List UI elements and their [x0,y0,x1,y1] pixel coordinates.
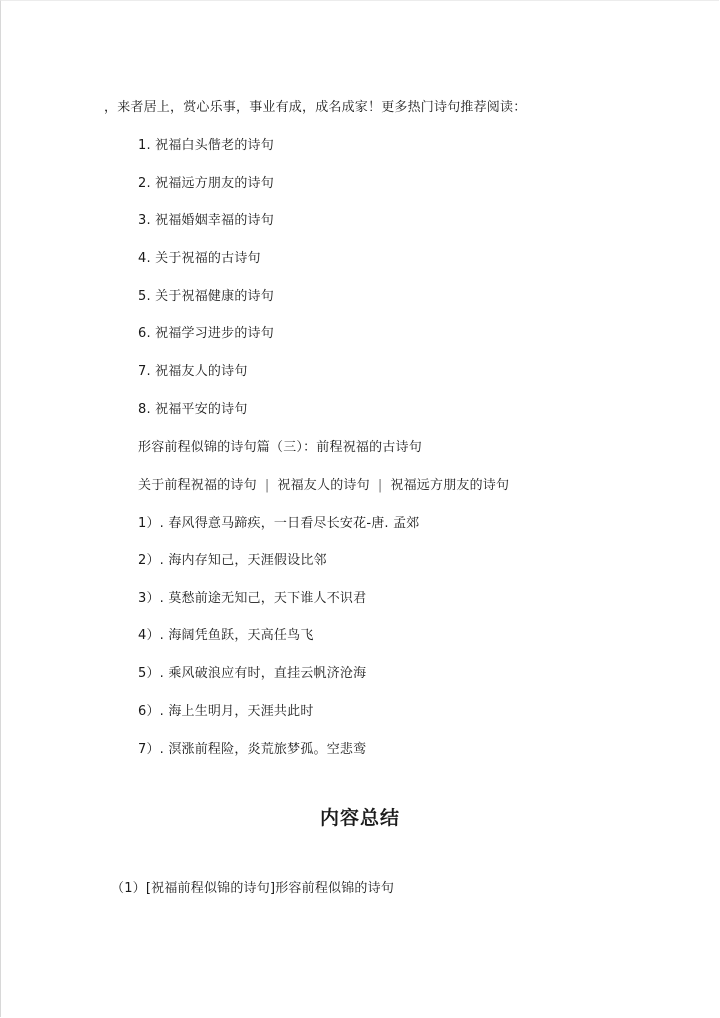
section-heading: 形容前程似锦的诗句篇（三）：前程祝福的古诗句 [138,440,422,455]
poem-line-3: 3）. 莫愁前途无知己，天下谁人不识君 [138,591,367,606]
summary-title: 内容总结 [319,807,400,829]
recommend-item-2[interactable]: 2. 祝福远方朋友的诗句 [138,176,274,191]
poem-line-6: 6）. 海上生明月，天涯共此时 [138,704,314,719]
recommend-item-1[interactable]: 1. 祝福白头偕老的诗句 [138,138,274,153]
recommend-item-7[interactable]: 7. 祝福友人的诗句 [138,364,248,379]
recommend-item-8[interactable]: 8. 祝福平安的诗句 [138,402,248,417]
related-link-2[interactable]: 祝福友人的诗句 [277,478,370,493]
poem-line-2: 2）. 海内存知己，天涯假设比邻 [138,553,327,568]
poem-line-7: 7）. 溟涨前程险，炎荒旅梦孤。空悲鸾 [138,742,367,757]
recommend-item-5[interactable]: 5. 关于祝福健康的诗句 [138,289,274,304]
recommend-item-6[interactable]: 6. 祝福学习进步的诗句 [138,326,274,341]
related-separator: | [264,478,270,493]
related-link-1[interactable]: 关于前程祝福的诗句 [138,478,257,493]
intro-text: ，来者居上，赏心乐事，事业有成，成名成家！更多热门诗句推荐阅读： [104,100,527,115]
poem-line-5: 5）. 乘风破浪应有时，直挂云帆济沧海 [138,666,367,681]
recommend-item-4[interactable]: 4. 关于祝福的古诗句 [138,251,261,266]
related-links [138,477,509,495]
related-link-3[interactable]: 祝福远方朋友的诗句 [390,478,510,493]
summary-line: （1）[祝福前程似锦的诗句]形容前程似锦的诗句 [111,881,395,896]
recommend-item-3[interactable]: 3. 祝福婚姻幸福的诗句 [138,213,274,228]
poem-line-4: 4）. 海阔凭鱼跃，天高任鸟飞 [138,628,314,643]
related-separator: | [377,478,383,493]
poem-line-1: 1）. 春风得意马蹄疾，一日看尽长安花-唐. 孟郊 [138,516,420,531]
